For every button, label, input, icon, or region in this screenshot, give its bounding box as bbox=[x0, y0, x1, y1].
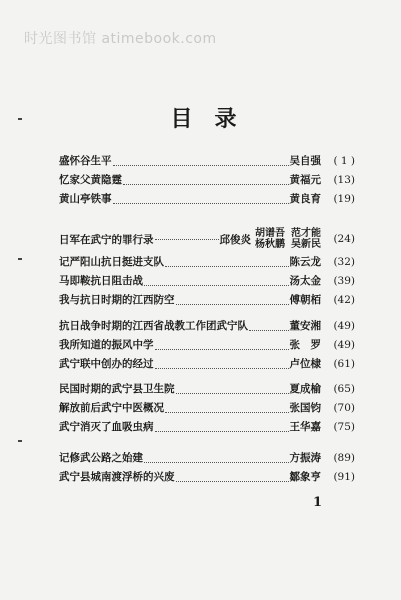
entry-author: 董安湘 bbox=[289, 320, 321, 332]
leader-dots bbox=[144, 284, 289, 286]
toc-entry bbox=[59, 172, 355, 191]
entry-title: 民国时期的武宁县卫生院 bbox=[59, 383, 175, 395]
entry-author: 傅朝栢 bbox=[289, 294, 321, 306]
toc-entry bbox=[59, 153, 355, 172]
entry-author: 黄良育 bbox=[289, 193, 321, 205]
entry-page: (91) bbox=[333, 471, 355, 483]
entry-title: 我与抗日时期的江西防空 bbox=[59, 294, 175, 306]
entry-author: 夏成榆 bbox=[289, 383, 321, 395]
leader-dots bbox=[113, 202, 289, 204]
entry-author: 王华嘉 bbox=[289, 421, 321, 433]
toc-entry bbox=[59, 292, 355, 311]
entry-title: 武宁消灭了血吸虫病 bbox=[59, 421, 154, 433]
scan-mark bbox=[18, 440, 22, 442]
toc-entry bbox=[59, 400, 355, 419]
entry-page: (39) bbox=[333, 275, 355, 287]
entry-author: 张 罗 bbox=[289, 339, 321, 351]
entry-page: (24) bbox=[333, 233, 355, 245]
toc-entry bbox=[59, 254, 355, 273]
entry-page: (19) bbox=[333, 193, 355, 205]
leader-dots bbox=[176, 392, 289, 394]
toc-entry bbox=[59, 450, 355, 469]
entry-author: 张国钧 bbox=[289, 402, 321, 414]
leader-dots bbox=[155, 348, 289, 350]
entry-page: (13) bbox=[333, 174, 355, 186]
toc-entry bbox=[59, 224, 355, 254]
entry-page: (75) bbox=[333, 421, 355, 433]
toc-entry bbox=[59, 381, 355, 400]
toc-group-1 bbox=[59, 153, 355, 210]
page-number: 1 bbox=[313, 495, 323, 510]
toc-entry bbox=[59, 356, 355, 375]
leader-dots bbox=[155, 367, 289, 369]
coauthor: 胡谱吾 bbox=[255, 228, 285, 239]
entry-author: 卢位棣 bbox=[289, 358, 321, 370]
entry-title: 我所知道的振风中学 bbox=[59, 339, 154, 351]
scan-mark bbox=[18, 258, 22, 260]
entry-author: 黄福元 bbox=[289, 174, 321, 186]
entry-author: 邱俊炎 bbox=[219, 233, 251, 246]
toc-group-4 bbox=[59, 381, 355, 438]
entry-title: 马即鞍抗日阻击战 bbox=[59, 275, 143, 287]
coauthor: 吴新民 bbox=[291, 239, 321, 250]
toc-entry bbox=[59, 273, 355, 292]
leader-dots bbox=[165, 411, 289, 413]
leader-dots bbox=[123, 183, 289, 185]
entry-author: 陈云龙 bbox=[289, 256, 321, 268]
entry-page: (61) bbox=[333, 358, 355, 370]
leader-dots bbox=[144, 461, 289, 463]
entry-title: 武宁县城南渡浮桥的兴废 bbox=[59, 471, 175, 483]
entry-author: 方振涛 bbox=[289, 452, 321, 464]
coauthor: 杨秋鹏 bbox=[255, 239, 285, 250]
entry-title: 日军在武宁的罪行录 bbox=[59, 233, 154, 246]
toc-group-3 bbox=[59, 318, 355, 375]
entry-title: 解放前后武宁中医概况 bbox=[59, 402, 164, 414]
entry-title: 记修武公路之始建 bbox=[59, 452, 143, 464]
entry-title: 抗日战争时期的江西省战教工作团武宁队 bbox=[59, 320, 248, 332]
leader-dots bbox=[249, 329, 289, 331]
toc-entry bbox=[59, 318, 355, 337]
toc-group-5 bbox=[59, 450, 355, 488]
entry-title: 忆家父黄隐霆 bbox=[59, 174, 122, 186]
entry-coauthors bbox=[255, 228, 321, 250]
entry-page: (70) bbox=[333, 402, 355, 414]
entry-author: 鄒象亨 bbox=[289, 471, 321, 483]
entry-title: 记严阳山抗日挺进支队 bbox=[59, 256, 164, 268]
leader-dots bbox=[176, 480, 289, 482]
entry-page: (65) bbox=[333, 383, 355, 395]
leader-dots bbox=[155, 430, 289, 432]
entry-author: 汤太金 bbox=[289, 275, 321, 287]
coauthor: 范才能 bbox=[291, 228, 321, 239]
entry-page: (89) bbox=[333, 452, 355, 464]
toc-entry bbox=[59, 419, 355, 438]
leader-dots bbox=[165, 265, 289, 267]
toc-entry bbox=[59, 191, 355, 210]
toc-entry bbox=[59, 469, 355, 488]
toc-group-2 bbox=[59, 224, 355, 311]
entry-author: 吴自强 bbox=[289, 155, 321, 167]
leader-dots bbox=[176, 303, 289, 305]
entry-title: 盛怀谷生平 bbox=[59, 155, 112, 167]
entry-page: (32) bbox=[333, 256, 355, 268]
entry-page: (42) bbox=[333, 294, 355, 306]
entry-title: 武宁联中创办的经过 bbox=[59, 358, 154, 370]
toc-entry bbox=[59, 337, 355, 356]
entry-title: 黄山亭铁事 bbox=[59, 193, 112, 205]
page-title: 目录 bbox=[170, 106, 259, 132]
entry-page: (49) bbox=[333, 320, 355, 332]
entry-page: (49) bbox=[333, 339, 355, 351]
watermark: 时光图书馆 atimebook.com bbox=[24, 31, 217, 47]
entry-page: ( 1 ) bbox=[333, 155, 355, 167]
leader-dots bbox=[113, 164, 289, 166]
leader-dots bbox=[155, 238, 219, 240]
